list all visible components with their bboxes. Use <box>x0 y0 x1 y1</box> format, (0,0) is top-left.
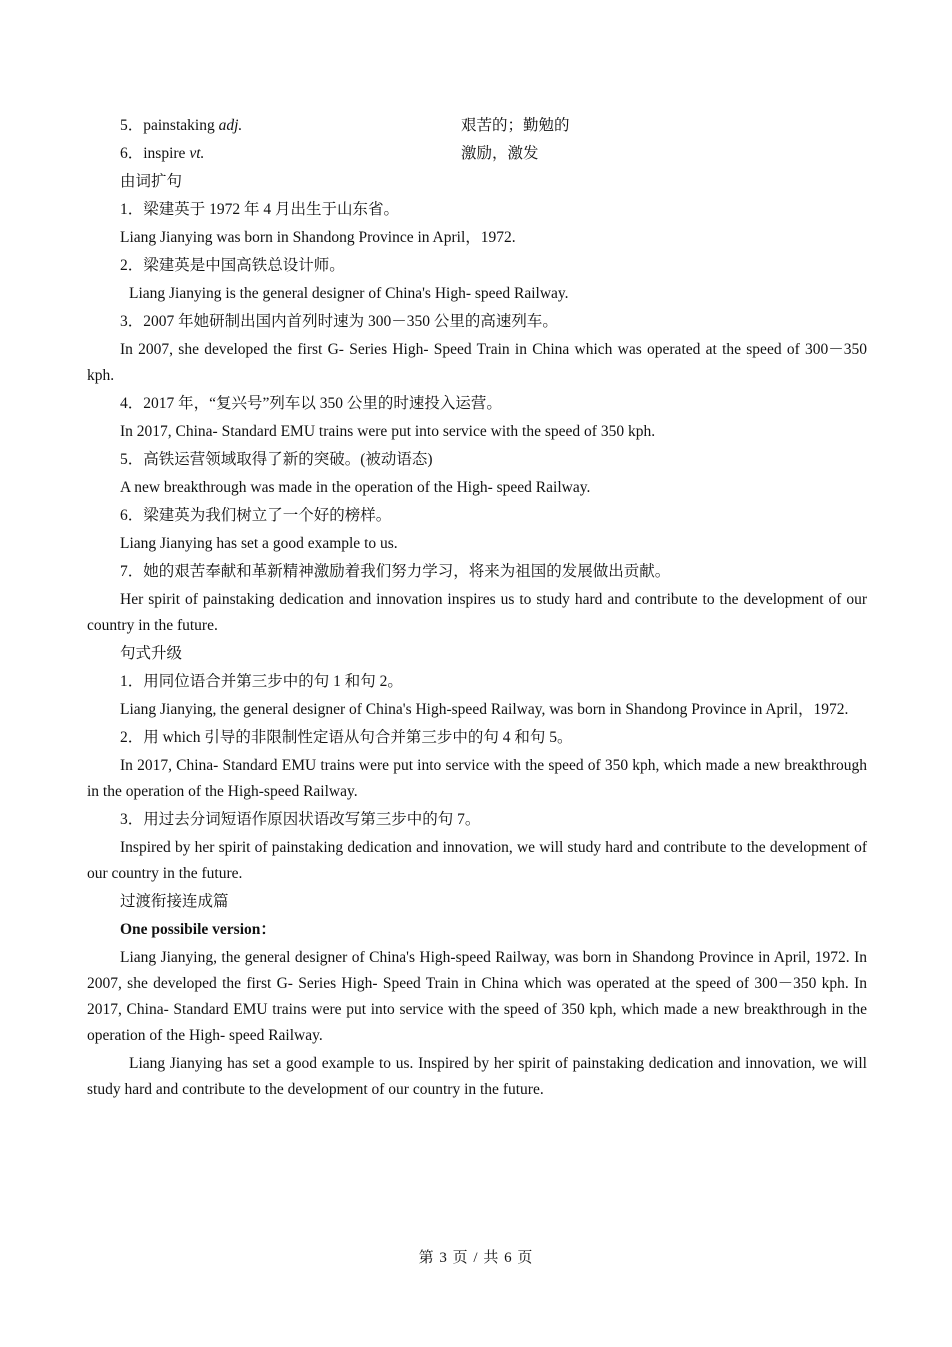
sentence-cn: 1．梁建英于 1972 年 4 月出生于山东省。 <box>120 201 400 218</box>
sentence-cn: 2．梁建英是中国高铁总设计师。 <box>120 257 345 274</box>
section-heading: 句式升级 <box>120 645 183 662</box>
sentence-cn: 4．2017 年，“复兴号”列车以 350 公里的时速投入运营。 <box>120 395 502 412</box>
sentence-cn: 7．她的艰苦奉献和革新精神激励着我们努力学习，将来为祖国的发展做出贡献。 <box>120 563 671 580</box>
version-label: One possibile version： <box>120 921 276 938</box>
page-content <box>87 113 867 1105</box>
sentence-en: Inspired by her spirit of painstaking dedication and innovation, we will study hard and contribute to the development of our country in the future. <box>87 839 867 882</box>
vocab-meaning: 艰苦的；勤勉的 <box>461 117 570 134</box>
sentence-en: Liang Jianying, the general designer of China's High-speed Railway, was born in Shandong Province in April，1972. <box>120 701 849 718</box>
essay-paragraph: Liang Jianying has set a good example to us. Inspired by her spirit of painstaking dedication and innovation, we will study hard and contribute to the development of our country in the future. <box>87 1055 867 1098</box>
essay-paragraph: Liang Jianying, the general designer of China's High-speed Railway, was born in Shandong Province in April, 1972. In 2007, she developed the first G- Series High- Speed Train in China which was operated at the speed of 300－350 kph. In 2017, China- Standard EMU trains were put into service with the speed of 350 kph, which made a new breakthrough in the operation of the High- speed Railway. <box>87 949 867 1044</box>
sentence-cn: 5．高铁运营领域取得了新的突破。(被动语态) <box>120 451 433 468</box>
sentence-cn: 6．梁建英为我们树立了一个好的榜样。 <box>120 507 392 524</box>
section-heading: 过渡衔接连成篇 <box>120 893 229 910</box>
sentence-en: Liang Jianying was born in Shandong Province in April，1972. <box>120 229 516 246</box>
vocab-word: 5．painstaking adj. <box>120 117 243 134</box>
sentence-en: In 2007, she developed the first G- Series High- Speed Train in China which was operated at the speed of 300－350 kph. <box>87 341 867 384</box>
vocab-row <box>87 113 867 141</box>
vocab-meaning: 激励，激发 <box>461 145 539 162</box>
sentence-cn: 2．用 which 引导的非限制性定语从句合并第三步中的句 4 和句 5。 <box>120 729 573 746</box>
sentence-cn: 1．用同位语合并第三步中的句 1 和句 2。 <box>120 673 403 690</box>
sentence-en: Liang Jianying is the general designer of China's High- speed Railway. <box>129 285 569 302</box>
sentence-en: Liang Jianying has set a good example to us. <box>120 535 398 552</box>
sentence-en: In 2017, China- Standard EMU trains were put into service with the speed of 350 kph, which made a new breakthrough in the operation of the High-speed Railway. <box>87 757 867 800</box>
sentence-en: A new breakthrough was made in the operation of the High- speed Railway. <box>120 479 591 496</box>
sentence-en: Her spirit of painstaking dedication and innovation inspires us to study hard and contribute to the development of our country in the future. <box>87 591 867 634</box>
sentence-en: In 2017, China- Standard EMU trains were put into service with the speed of 350 kph. <box>120 423 656 440</box>
vocab-word: 6．inspire vt. <box>120 145 205 162</box>
page-number: 第 3 页 / 共 6 页 <box>418 1250 534 1266</box>
sentence-cn: 3．2007 年她研制出国内首列时速为 300－350 公里的高速列车。 <box>120 313 558 330</box>
section-heading: 由词扩句 <box>120 173 183 190</box>
vocab-row <box>87 141 867 169</box>
sentence-cn: 3．用过去分词短语作原因状语改写第三步中的句 7。 <box>120 811 481 828</box>
